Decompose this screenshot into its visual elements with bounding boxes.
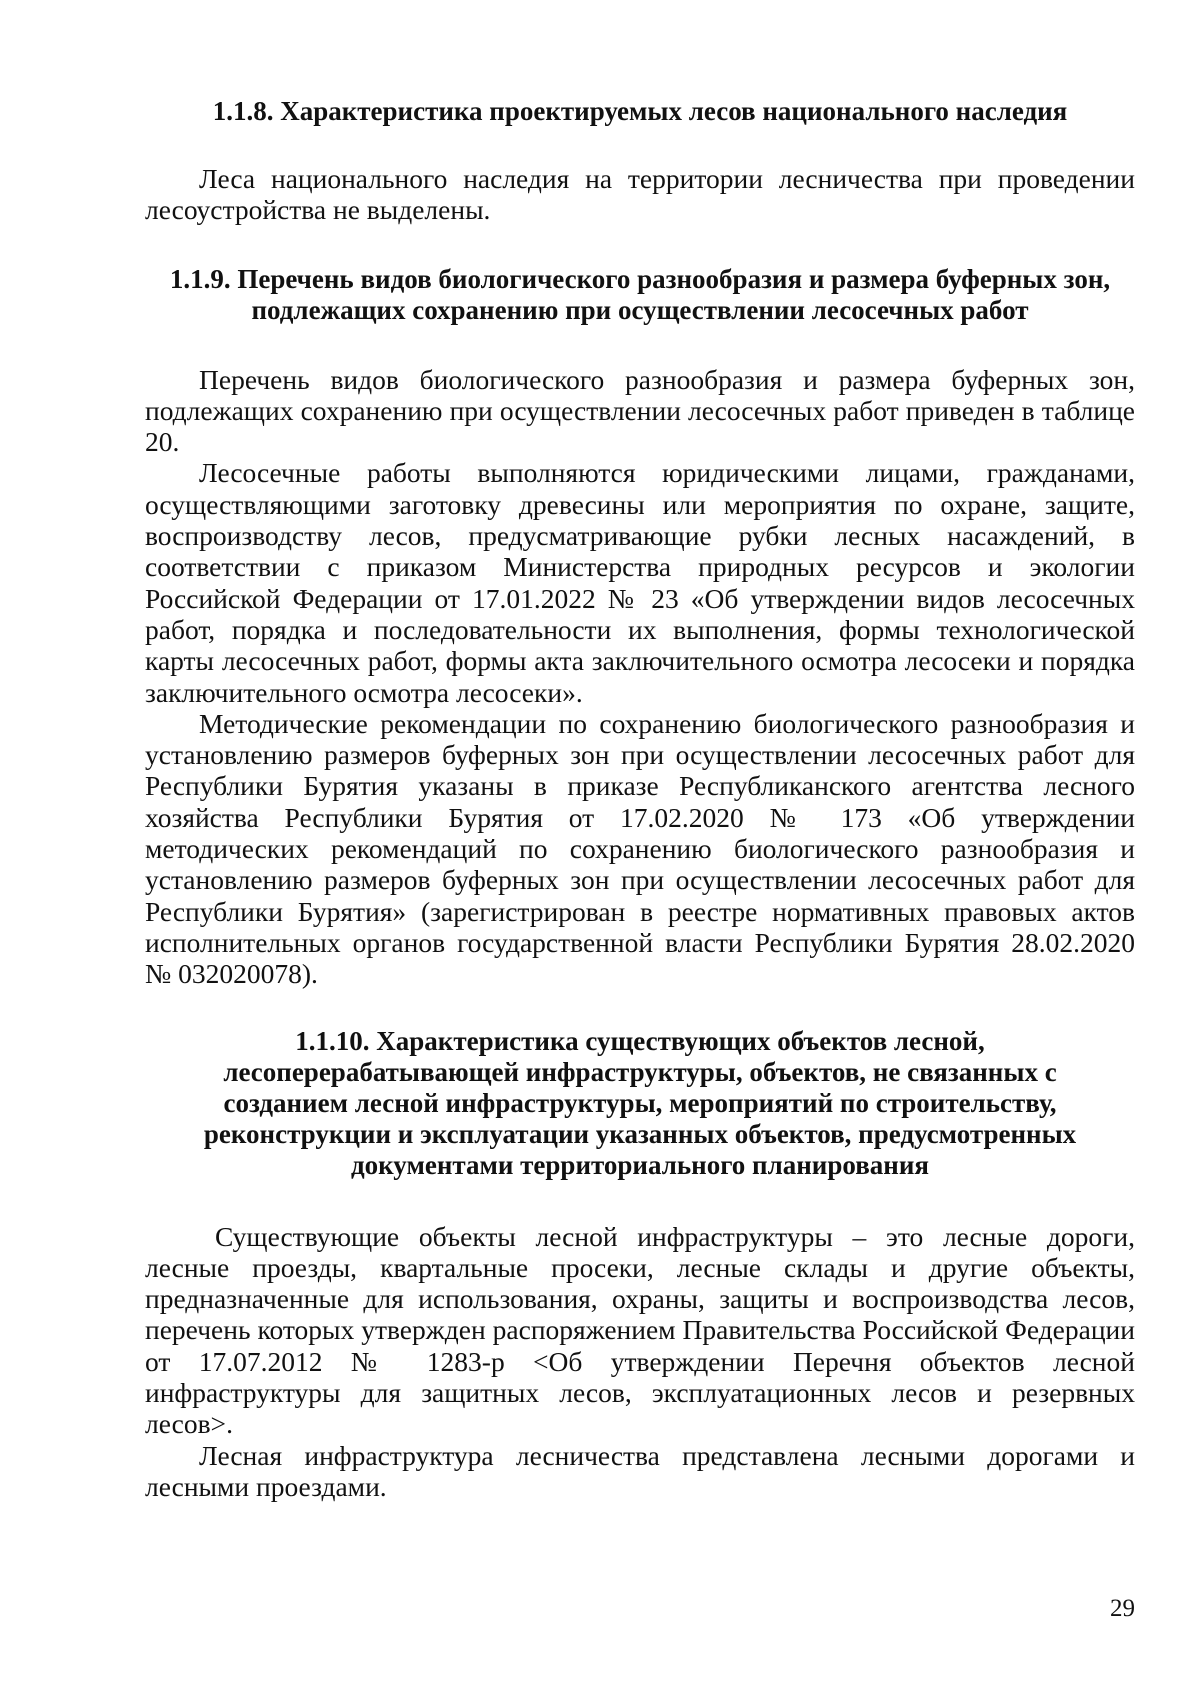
paragraph: Леса национального наследия на территории лесничества при проведении лесоустройства не выделены.: [145, 163, 1135, 226]
paragraph: Лесная инфраструктура лесничества представлена лесными дорогами и лесными проездами.: [145, 1439, 1135, 1502]
section-heading-1-1-8: 1.1.8. Характеристика проектируемых лесов национального наследия: [212, 96, 1068, 126]
paragraph: Лесосечные работы выполняются юридическими лицами, гражданами, осуществляющими заготовку древесины или мероприятия по охране, защите, воспроизводству лесов, предусматривающие рубки лесных насаждений, в соответствии с приказом Министерства природных ресурсов и экологии Российской Федерации от 17.01.2022 № 23 «Об утверждении видов лесосечных работ, порядка и последовательности их выполнения, формы технологической карты лесосечных работ, формы акта заключительного осмотра лесосеки и порядка заключительного осмотра лесосеки».: [145, 457, 1135, 708]
paragraph: Методические рекомендации по сохранению биологического разнообразия и установлению размеров буферных зон при осуществлении лесосечных работ для Республики Бурятия указаны в приказе Республиканского агентства лесного хозяйства Республики Бурятия от 17.02.2020 № 173 «Об утверждении методических рекомендаций по сохранению биологического разнообразия и установлению размеров буферных зон при осуществлении лесосечных работ для Республики Бурятия» (зарегистрирован в реестре нормативных правовых актов исполнительных органов государственной власти Республики Бурятия 28.02.2020 № 032020078).: [145, 707, 1135, 990]
document-page: [145, 96, 1135, 1502]
paragraph: Существующие объекты лесной инфраструктуры – это лесные дороги, лесные проезды, квартальные просеки, лесные склады и другие объекты, предназначенные для использования, охраны, защиты и воспроизводства лесов, перечень которых утвержден распоряжением Правительства Российской Федерации от 17.07.2012 № 1283-р <Об утверждении Перечня объектов лесной инфраструктуры для защитных лесов, эксплуатационных лесов и резервных лесов>.: [145, 1220, 1135, 1440]
paragraph: Перечень видов биологического разнообразия и размера буферных зон, подлежащих сохранению при осуществлении лесосечных работ приведен в таблице 20.: [145, 363, 1135, 458]
section-heading-1-1-9: 1.1.9. Перечень видов биологического разнообразия и размера буферных зон, подлежащих сохранению при осуществлении лесосечных работ: [169, 263, 1111, 325]
page-number: 29: [1110, 1595, 1135, 1622]
section-heading-1-1-10: 1.1.10. Характеристика существующих объектов лесной, лесоперерабатывающей инфраструктуры, объектов, не связанных с созданием лесной инфраструктуры, мероприятий по строительству, реконструкции и эксплуатации указанных объектов, предусмотренных документами территориального планирования: [203, 1025, 1077, 1180]
